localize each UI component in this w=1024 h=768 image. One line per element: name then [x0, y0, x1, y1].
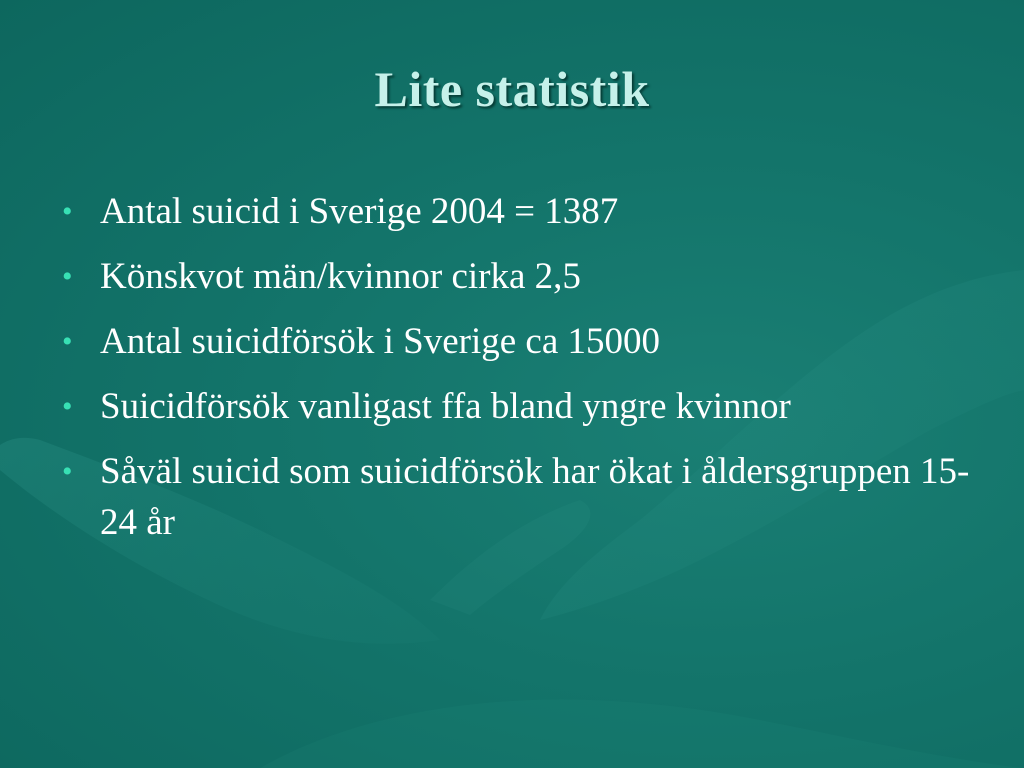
slide-title: Lite statistik: [374, 61, 650, 117]
bullet-icon: •: [62, 325, 73, 358]
bullet-icon: •: [62, 390, 73, 423]
bullet-icon: •: [62, 195, 73, 228]
bullet-icon: •: [62, 260, 73, 293]
bullet-list: [58, 186, 978, 562]
bullet-text: Antal suicid i Sverige 2004 = 1387: [100, 191, 619, 232]
bullet-text: Antal suicidförsök i Sverige ca 15000: [100, 321, 661, 362]
bullet-item: [58, 186, 978, 237]
bullet-item: [58, 381, 978, 432]
bullet-item: [58, 251, 978, 302]
bullet-item: [58, 316, 978, 367]
watermark-arc: [260, 700, 1024, 768]
bullet-item: [58, 446, 978, 548]
bullet-text: Könskvot män/kvinnor cirka 2,5: [100, 256, 581, 297]
bullet-icon: •: [62, 455, 73, 488]
bullet-text: Suicidförsök vanligast ffa bland yngre kvinnor: [100, 386, 791, 427]
bullet-text: Såväl suicid som suicidförsök har ökat i åldersgruppen 15-24 år: [100, 451, 970, 543]
